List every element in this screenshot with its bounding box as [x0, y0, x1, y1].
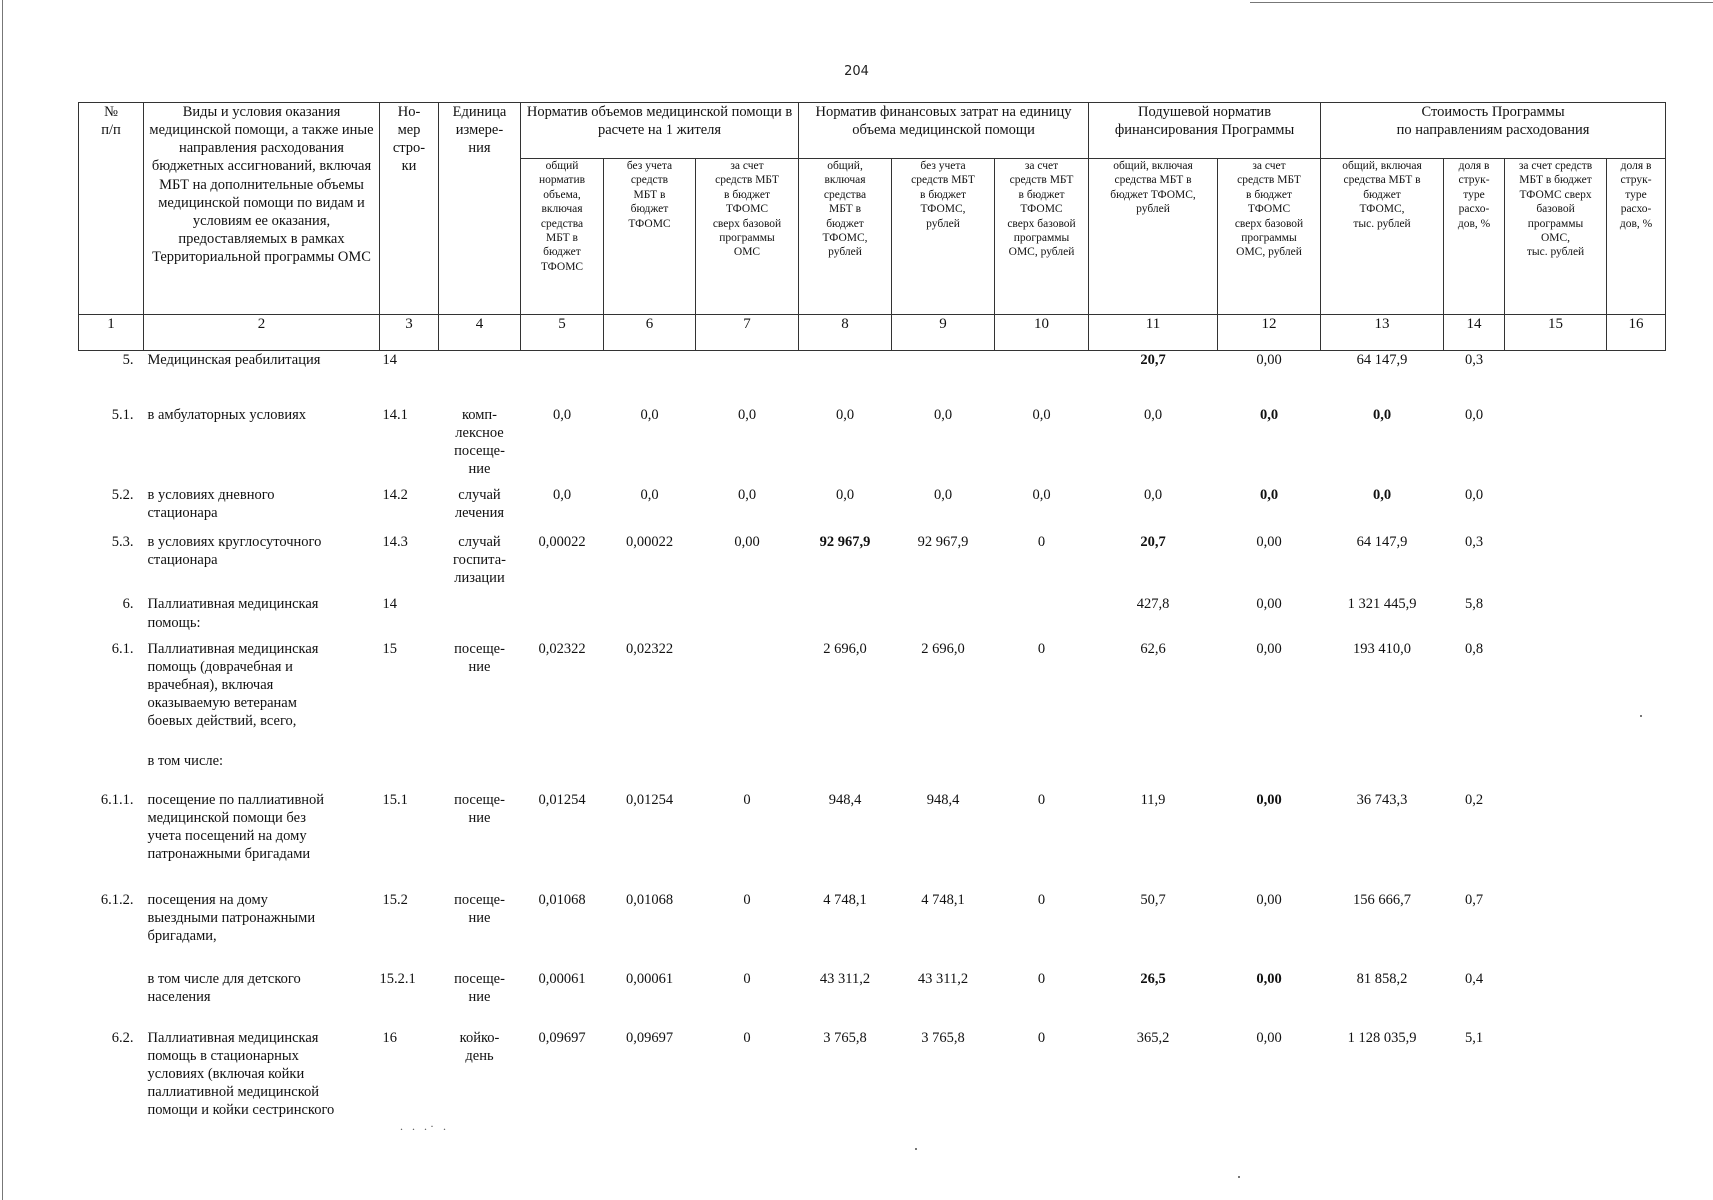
row-number: 5.3.	[111, 534, 134, 550]
cell-per-capita-total: 62,6	[1140, 640, 1166, 657]
page-number: 204	[844, 64, 869, 79]
row-unit	[439, 351, 521, 398]
cell-volume-mbt	[696, 744, 799, 783]
subheader-col-11: общий, включая средства МБТ в бюджет ТФОМС, рублей	[1089, 159, 1218, 315]
cell-volume-no-mbt	[604, 744, 696, 783]
row-unit	[439, 587, 521, 631]
cell-per-capita-total: 365,2	[1136, 1029, 1170, 1046]
table-row	[79, 783, 1666, 883]
cell-share-mbt	[1607, 1021, 1666, 1121]
cell-program-cost: 81 858,2	[1356, 970, 1408, 987]
cell-cost-no-mbt: 43 311,2	[917, 970, 969, 987]
cell-share-mbt	[1607, 962, 1666, 1021]
cell-volume-no-mbt	[604, 351, 696, 398]
cell-cost-total: 948,4	[828, 791, 862, 808]
column-number: 9	[892, 315, 995, 351]
cell-program-cost-mbt	[1505, 962, 1607, 1021]
row-number	[79, 962, 144, 1021]
row-name: посещение по паллиативной медицинской помощи без учета посещений на дому патронажными бригадами	[147, 791, 325, 862]
row-unit: койко- день	[459, 1029, 500, 1064]
cell-per-capita-total: 0,0	[1143, 406, 1163, 423]
cell-cost-total	[799, 587, 892, 631]
cell-share	[1444, 744, 1505, 783]
cell-volume-mbt: 0	[743, 891, 751, 908]
column-number: 12	[1218, 315, 1321, 351]
table-row	[79, 1021, 1666, 1121]
subheader-col-15: за счет средств МБТ в бюджет ТФОМС сверх базовой программы ОМС, тыс. рублей	[1505, 159, 1607, 315]
cell-volume-mbt: 0,0	[737, 487, 757, 503]
cell-program-cost	[1321, 744, 1444, 783]
cell-share: 5,8	[1464, 596, 1484, 613]
subheader-col-13: общий, включая средства МБТ в бюджет ТФОМС, тыс. рублей	[1321, 159, 1444, 315]
cell-volume-total: 0,00061	[538, 970, 586, 987]
cell-share-mbt	[1607, 883, 1666, 962]
cell-volume-no-mbt: 0,01254	[625, 791, 674, 808]
header-group-program-cost: Стоимость Программы по направлениям расходования	[1321, 103, 1666, 159]
row-number: 6.1.2.	[100, 891, 134, 908]
cell-volume-total: 0,01068	[538, 891, 586, 908]
cell-cost-mbt: 0	[1037, 791, 1046, 808]
column-number: 10	[995, 315, 1089, 351]
scan-specks: . . .· .	[400, 1119, 449, 1133]
table-row	[79, 587, 1666, 631]
cell-program-cost-mbt	[1505, 744, 1607, 783]
cell-program-cost: 1 128 035,9	[1347, 1029, 1417, 1046]
cell-program-cost-mbt	[1505, 478, 1607, 525]
subheader-col-16: доля в струк- туре расхо- дов, %	[1607, 159, 1666, 315]
cell-cost-mbt	[995, 587, 1089, 631]
row-name: в том числе:	[147, 752, 224, 769]
cell-share-mbt	[1607, 525, 1666, 587]
cell-cost-total: 0,0	[835, 406, 855, 423]
cell-share: 0,3	[1444, 351, 1505, 398]
scan-speck	[915, 1148, 917, 1150]
cell-share-mbt	[1607, 351, 1666, 398]
cell-volume-total: 0,00022	[538, 534, 586, 550]
cell-share: 0,3	[1464, 534, 1484, 550]
column-number: 16	[1607, 315, 1666, 351]
table-row	[79, 883, 1666, 962]
cell-cost-no-mbt: 0,0	[933, 406, 953, 423]
table-row	[79, 525, 1666, 587]
cell-per-capita-total: 50,7	[1140, 891, 1166, 908]
row-unit: посеще- ние	[454, 791, 505, 826]
cell-per-capita-total: 20,7	[1089, 351, 1218, 398]
cell-per-capita-total: 427,8	[1136, 596, 1170, 613]
row-name: в условиях круглосуточного стационара	[147, 534, 322, 569]
cell-cost-total	[799, 351, 892, 398]
header-group-per-capita: Подушевой норматив финансирования Программы	[1089, 103, 1321, 159]
header-col-3: Но- мер стро- ки	[380, 103, 439, 315]
cell-volume-mbt: 0	[743, 970, 751, 987]
row-unit: посеще- ние	[454, 640, 505, 675]
scan-speck	[1238, 1176, 1240, 1178]
row-line-number: 14	[380, 351, 439, 398]
cell-per-capita-mbt: 0,00	[1256, 640, 1282, 657]
column-number: 13	[1321, 315, 1444, 351]
cell-program-cost-mbt	[1505, 351, 1607, 398]
cell-volume-total: 0,0	[552, 406, 572, 423]
cell-program-cost: 64 147,9	[1356, 534, 1408, 550]
cell-program-cost: 0,0	[1372, 406, 1392, 423]
row-unit: посеще- ние	[454, 970, 505, 1005]
row-number	[79, 744, 144, 783]
header-col-2: Виды и условия оказания медицинской помощи, а также иные направления расходования бюджетных ассигнований, включая МБТ на дополнительные объемы медицинской помощи по видам и условиям ее оказания, предоставляемых в рамках Территориальной программы ОМС	[144, 103, 380, 315]
column-number: 1	[79, 315, 144, 351]
cell-cost-total	[799, 744, 892, 783]
cell-volume-total: 0,02322	[538, 640, 586, 657]
cell-cost-total: 2 696,0	[823, 640, 867, 657]
table-row	[79, 398, 1666, 479]
row-unit	[439, 744, 521, 783]
column-number: 7	[696, 315, 799, 351]
cell-program-cost-mbt	[1505, 883, 1607, 962]
header-group-cost: Норматив финансовых затрат на единицу объема медицинской помощи	[799, 103, 1089, 159]
table-row	[79, 962, 1666, 1021]
table-row	[79, 632, 1666, 744]
header-col-4: Единица измере- ния	[439, 103, 521, 315]
cell-volume-total: 0,01254	[538, 791, 586, 808]
row-name: Паллиативная медицинская помощь:	[147, 596, 319, 631]
cell-cost-mbt	[995, 744, 1089, 783]
cell-program-cost-mbt	[1505, 1021, 1607, 1121]
cell-volume-total	[521, 351, 604, 398]
column-number: 14	[1444, 315, 1505, 351]
cell-cost-no-mbt: 948,4	[926, 791, 960, 808]
cell-per-capita-mbt: 0,00	[1256, 1029, 1282, 1046]
cell-share: 0,8	[1464, 640, 1484, 657]
row-line-number: 15.1	[382, 791, 408, 808]
table-row	[79, 478, 1666, 525]
cell-share: 0,0	[1464, 406, 1484, 423]
cell-share: 0,2	[1464, 791, 1484, 808]
cell-per-capita-mbt: 0,0	[1259, 406, 1279, 423]
cell-cost-mbt: 0	[1037, 534, 1046, 550]
column-number: 5	[521, 315, 604, 351]
cell-cost-total: 43 311,2	[819, 970, 871, 987]
row-name: в амбулаторных условиях	[147, 406, 307, 423]
column-number: 8	[799, 315, 892, 351]
cell-volume-no-mbt	[604, 587, 696, 631]
cell-program-cost: 64 147,9	[1321, 351, 1444, 398]
row-number: 5.1.	[111, 406, 134, 423]
cell-share-mbt	[1607, 783, 1666, 883]
subheader-col-9: без учета средств МБТ в бюджет ТФОМС, рублей	[892, 159, 995, 315]
cell-cost-no-mbt: 0,0	[933, 487, 953, 503]
cell-volume-no-mbt: 0,00061	[625, 970, 674, 987]
cell-per-capita-total	[1089, 744, 1218, 783]
row-number: 6.1.1.	[100, 791, 134, 808]
row-name: посещения на дому выездными патронажными бригадами,	[147, 891, 316, 944]
cell-share: 0,7	[1464, 891, 1484, 908]
cell-program-cost-mbt	[1505, 587, 1607, 631]
cell-volume-mbt: 0,0	[737, 406, 757, 423]
cell-per-capita-mbt: 0,00	[1256, 970, 1282, 987]
scan-edge-left	[2, 0, 3, 1200]
cell-cost-mbt: 0,0	[1032, 406, 1051, 423]
subheader-col-6: без учета средств МБТ в бюджет ТФОМС	[604, 159, 696, 315]
cell-cost-no-mbt: 92 967,9	[917, 534, 969, 550]
row-number: 6.1.	[111, 640, 134, 657]
header-col-1: № п/п	[79, 103, 144, 315]
cell-volume-total	[521, 744, 604, 783]
row-number: 6.2.	[111, 1029, 134, 1046]
row-line-number: 15.2.1	[379, 970, 416, 987]
cell-per-capita-mbt: 0,00	[1256, 534, 1282, 550]
cell-program-cost: 1 321 445,9	[1347, 596, 1417, 613]
cell-program-cost: 36 743,3	[1356, 791, 1408, 808]
cell-share-mbt	[1607, 478, 1666, 525]
cell-volume-mbt: 0	[743, 791, 751, 808]
scan-edge-top	[1250, 2, 1713, 3]
cell-volume-total: 0,0	[552, 487, 572, 503]
cell-cost-mbt: 0	[1037, 640, 1046, 657]
cell-share-mbt	[1607, 744, 1666, 783]
cell-per-capita-total: 11,9	[1140, 791, 1166, 808]
cell-cost-no-mbt	[892, 587, 995, 631]
cell-cost-total: 0,0	[835, 487, 855, 503]
subheader-col-5: общий норматив объема, включая средства МБТ в бюджет ТФОМС	[521, 159, 604, 315]
column-number: 11	[1089, 315, 1218, 351]
cell-per-capita-mbt: 0,00	[1218, 351, 1321, 398]
row-unit: случай лечения	[454, 487, 505, 522]
cell-volume-mbt	[696, 351, 799, 398]
cell-share: 5,1	[1464, 1029, 1484, 1046]
row-name: Паллиативная медицинская помощь в стационарных условиях (включая койки паллиативной медицинской помощи и койки сестринского	[147, 1029, 335, 1119]
cell-volume-no-mbt: 0,00022	[625, 534, 674, 550]
row-unit: случай госпита- лизации	[453, 534, 506, 587]
cell-share: 0,0	[1464, 487, 1484, 503]
column-number: 6	[604, 315, 696, 351]
scan-speck	[1640, 715, 1642, 717]
cell-cost-total: 3 765,8	[823, 1029, 867, 1046]
cell-volume-mbt: 0,00	[734, 534, 760, 550]
row-line-number: 15.2	[382, 891, 408, 908]
cell-per-capita-total: 26,5	[1140, 970, 1166, 987]
cell-cost-mbt	[995, 351, 1089, 398]
cell-cost-mbt: 0	[1037, 970, 1046, 987]
cell-cost-no-mbt: 4 748,1	[921, 891, 965, 908]
row-name: в том числе для детского населения	[147, 970, 301, 1005]
cell-cost-no-mbt: 3 765,8	[921, 1029, 965, 1046]
cell-program-cost-mbt	[1505, 783, 1607, 883]
column-number: 15	[1505, 315, 1607, 351]
row-line-number: 15	[382, 640, 397, 657]
cell-per-capita-mbt: 0,00	[1256, 596, 1282, 613]
row-number: 5.	[79, 351, 144, 398]
cell-per-capita-mbt: 0,00	[1256, 891, 1282, 908]
cell-per-capita-total: 0,0	[1143, 487, 1163, 503]
cell-volume-total: 0,09697	[538, 1029, 586, 1046]
cell-share: 0,4	[1464, 970, 1484, 987]
table-row	[79, 351, 1666, 398]
cell-volume-mbt	[696, 587, 799, 631]
subheader-col-12: за счет средств МБТ в бюджет ТФОМС сверх базовой программы ОМС, рублей	[1218, 159, 1321, 315]
cell-volume-no-mbt: 0,01068	[625, 891, 674, 908]
table-row	[79, 744, 1666, 783]
row-name: Медицинская реабилитация	[144, 351, 380, 398]
row-line-number: 14	[382, 596, 397, 613]
row-line-number: 14.1	[382, 406, 408, 423]
cell-volume-mbt: 0	[743, 1029, 751, 1046]
row-name: в условиях дневного стационара	[147, 487, 275, 522]
cell-share-mbt	[1607, 632, 1666, 744]
cell-cost-mbt: 0	[1037, 891, 1046, 908]
header-group-volume: Норматив объемов медицинской помощи в расчете на 1 жителя	[521, 103, 799, 159]
cell-per-capita-mbt: 0,00	[1256, 791, 1282, 808]
column-number: 3	[380, 315, 439, 351]
row-line-number: 14.3	[382, 534, 408, 550]
cell-program-cost-mbt	[1505, 398, 1607, 479]
row-line-number: 16	[382, 1029, 397, 1046]
subheader-col-10: за счет средств МБТ в бюджет ТФОМС сверх базовой программы ОМС, рублей	[995, 159, 1089, 315]
cell-cost-mbt: 0,0	[1032, 487, 1051, 503]
subheader-col-8: общий, включая средства МБТ в бюджет ТФОМС, рублей	[799, 159, 892, 315]
cell-volume-mbt	[696, 632, 799, 744]
cell-program-cost-mbt	[1505, 632, 1607, 744]
cell-share-mbt	[1607, 398, 1666, 479]
row-number: 5.2.	[111, 487, 134, 503]
cell-program-cost: 156 666,7	[1353, 891, 1412, 908]
cell-program-cost-mbt	[1505, 525, 1607, 587]
cell-volume-no-mbt: 0,02322	[625, 640, 674, 657]
cell-cost-no-mbt	[892, 744, 995, 783]
cell-cost-mbt: 0	[1037, 1029, 1046, 1046]
cell-program-cost: 193 410,0	[1353, 640, 1412, 657]
row-number: 6.	[122, 596, 134, 613]
cell-volume-no-mbt: 0,0	[640, 406, 659, 423]
column-number: 4	[439, 315, 521, 351]
row-name: Паллиативная медицинская помощь (доврачебная и врачебная), включая оказываемую ветеранам боевых действий, всего,	[147, 640, 319, 730]
row-unit: посеще- ние	[454, 891, 505, 926]
cell-program-cost: 0,0	[1372, 487, 1392, 503]
cell-cost-no-mbt: 2 696,0	[921, 640, 965, 657]
cell-per-capita-mbt	[1218, 744, 1321, 783]
cell-cost-total: 4 748,1	[823, 891, 867, 908]
column-number: 2	[144, 315, 380, 351]
cell-cost-total: 92 967,9	[819, 534, 871, 550]
subheader-col-14: доля в струк- туре расхо- дов, %	[1444, 159, 1505, 315]
program-cost-table	[78, 102, 1666, 1121]
row-line-number	[380, 744, 439, 783]
cell-share-mbt	[1607, 587, 1666, 631]
cell-volume-no-mbt: 0,09697	[625, 1029, 674, 1046]
cell-volume-no-mbt: 0,0	[640, 487, 659, 503]
cell-volume-total	[521, 587, 604, 631]
cell-per-capita-mbt: 0,0	[1259, 487, 1279, 503]
cell-cost-no-mbt	[892, 351, 995, 398]
row-unit: комп- лексное посеще- ние	[454, 406, 505, 477]
cell-per-capita-total: 20,7	[1140, 534, 1166, 550]
row-line-number: 14.2	[382, 487, 408, 503]
subheader-col-7: за счет средств МБТ в бюджет ТФОМС сверх базовой программы ОМС	[696, 159, 799, 315]
